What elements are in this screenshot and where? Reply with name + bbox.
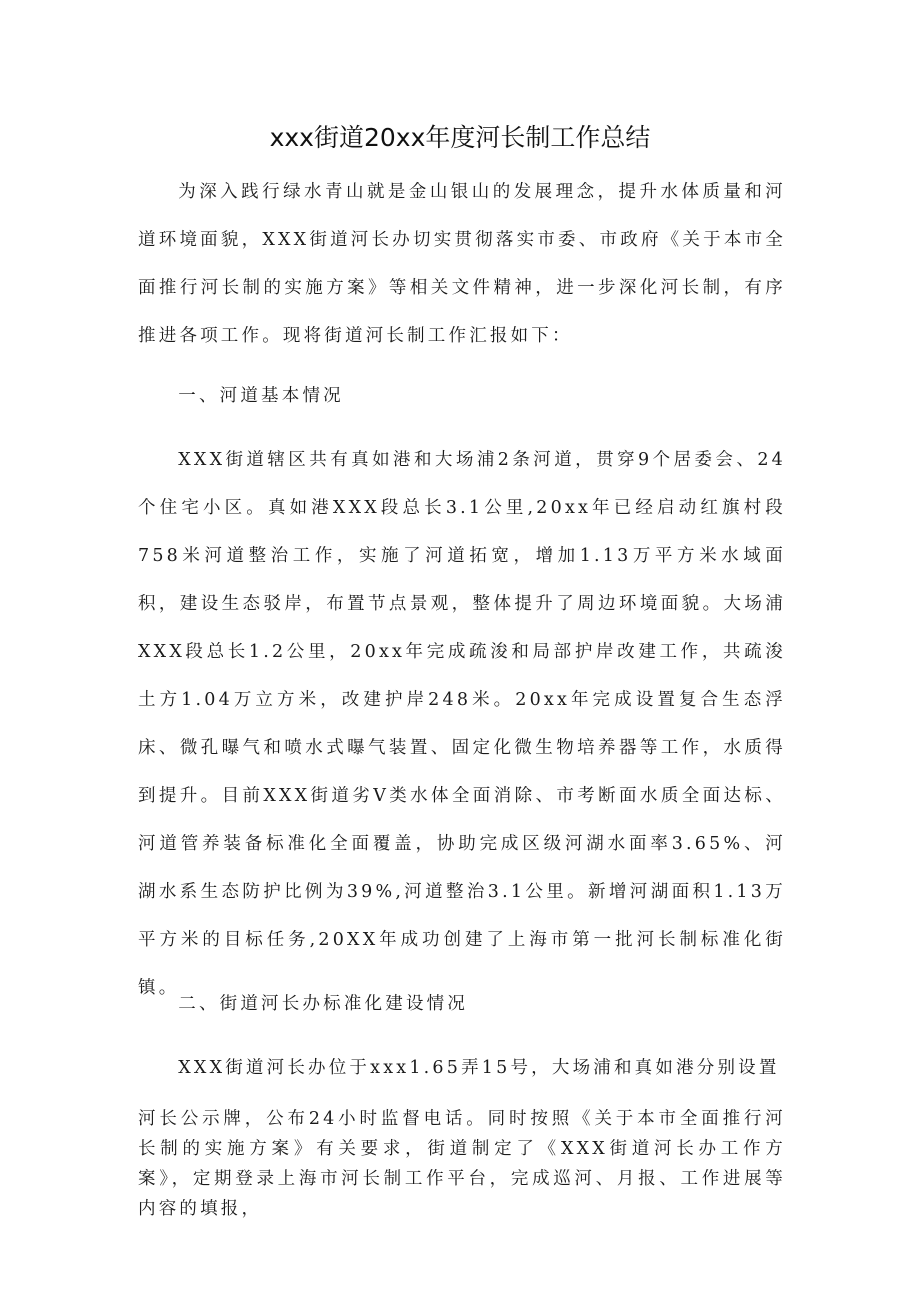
section-heading-office-standardization: 二、街道河长办标准化建设情况 bbox=[178, 994, 469, 1014]
section-heading-river-basics: 一、河道基本情况 bbox=[178, 386, 344, 406]
office-standardization-paragraph: 河长公示牌，公布24小时监督电话。同时按照《关于本市全面推行河长制的实施方案》有关要求，街道制定了《XXX街道河长办工作方案》，定期登录上海市河长制工作平台，完成巡河、月报、工作进展等内容的填报， bbox=[138, 1109, 786, 1219]
office-standardization-first-line: XXX街道河长办位于xxx1.65弄15号，大场浦和真如港分别设置 bbox=[178, 1058, 780, 1078]
document-title: xxx街道20xx年度河长制工作总结 bbox=[269, 123, 651, 152]
river-basics-paragraph: XXX街道辖区共有真如港和大场浦2条河道，贯穿9个居委会、24个住宅小区。真如港XXX段总长3.1公里,20xx年已经启动红旗村段758米河道整治工作，实施了河道拓宽，增加1.13万平方米水域面积，建设生态驳岸，布置节点景观，整体提升了周边环境面貌。大场浦XXX段总长1.2公里，20xx年完成疏浚和局部护岸改建工作，共疏浚土方1.04万立方米，改建护岸248米。20xx年完成设置复合生态浮床、微孔曝气和喷水式曝气装置、固定化微生物培养器等工作，水质得到提升。目前XXX街道劣Ⅴ类水体全面消除、市考断面水质全面达标、河道管养装备标准化全面覆盖，协助完成区级河湖水面率3.65%、河湖水系生态防护比例为39%,河道整治3.1公里。新增河湖面积1.13万平方米的目标任务,20XX年成功创建了上海市第一批河长制标准化街镇。 bbox=[138, 450, 786, 998]
intro-paragraph: 为深入践行绿水青山就是金山银山的发展理念，提升水体质量和河道环境面貌，XXX街道河长办切实贯彻落实市委、市政府《关于本市全面推行河长制的实施方案》等相关文件精神，进一步深化河长制，有序推进各项工作。现将街道河长制工作汇报如下： bbox=[138, 182, 786, 346]
